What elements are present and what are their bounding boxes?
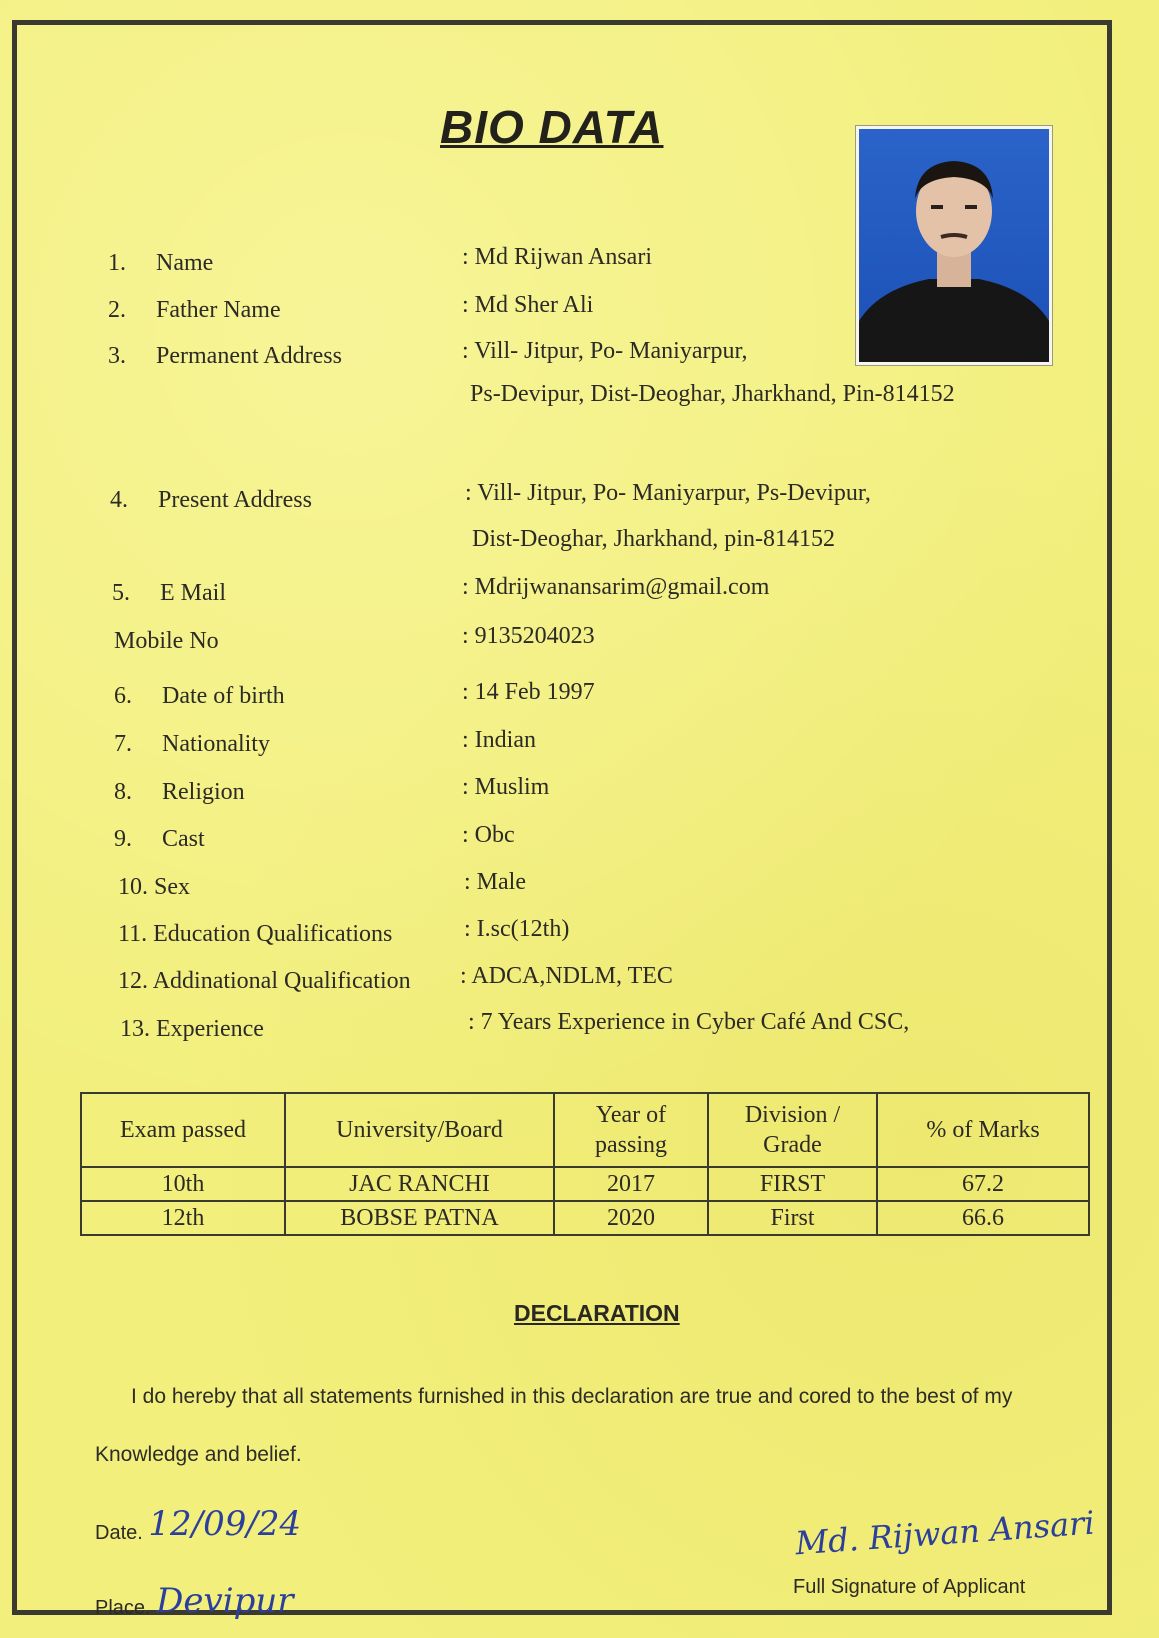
- table-cell: 12th: [81, 1201, 285, 1235]
- field-dob-label: 6. Date of birth: [114, 683, 285, 709]
- column-header: Division / Grade: [708, 1093, 877, 1167]
- place-label: Place.: [95, 1597, 151, 1619]
- signature-caption: Full Signature of Applicant: [793, 1576, 1026, 1598]
- field-education-value: : I.sc(12th): [464, 916, 570, 942]
- declaration-text: I do hereby that all statements furnished in this declaration are true and cored to the best of my Knowledge and belief.: [95, 1385, 1013, 1466]
- field-name-label: 1. Name: [108, 250, 214, 276]
- education-table-header: [81, 1093, 1089, 1167]
- field-mobile-value: : 9135204023: [462, 623, 595, 649]
- field-permanent-address-value: : Vill- Jitpur, Po- Maniyarpur,: [462, 338, 748, 364]
- table-cell: First: [708, 1201, 877, 1235]
- applicant-signature: Md. Rijwan Ansari: [794, 1503, 1096, 1563]
- field-religion-value: : Muslim: [462, 774, 550, 800]
- table-cell: 67.2: [877, 1167, 1089, 1201]
- applicant-photo: [856, 126, 1052, 365]
- field-father-name-label: 2. Father Name: [108, 297, 281, 323]
- education-table: [80, 1092, 1090, 1236]
- field-additional-qualification-label: 12. Addinational Qualification: [118, 968, 411, 994]
- field-religion-label: 8. Religion: [114, 779, 245, 805]
- field-nationality-label: 7. Nationality: [114, 731, 270, 757]
- column-header: University/Board: [285, 1093, 554, 1167]
- table-cell: 2017: [554, 1167, 708, 1201]
- field-experience-value: : 7 Years Experience in Cyber Café And CSC,: [468, 1009, 910, 1035]
- field-present-address-label: 4. Present Address: [110, 487, 312, 513]
- field-permanent-address-label: 3. Permanent Address: [108, 343, 342, 369]
- declaration-title: DECLARATION: [514, 1300, 680, 1326]
- field-email-value: : Mdrijwanansarim@gmail.com: [462, 574, 770, 600]
- place-line: [95, 1583, 294, 1623]
- field-education-label: 11. Education Qualifications: [118, 921, 393, 947]
- date-line: [95, 1504, 302, 1548]
- field-nationality-value: : Indian: [462, 727, 536, 753]
- column-header: % of Marks: [877, 1093, 1089, 1167]
- field-additional-qualification-value: : ADCA,NDLM, TEC: [460, 963, 673, 989]
- column-header: Exam passed: [81, 1093, 285, 1167]
- field-father-name-value: : Md Sher Ali: [462, 292, 594, 318]
- table-cell: JAC RANCHI: [285, 1167, 554, 1201]
- field-permanent-address-value-line2: Ps-Devipur, Dist-Deoghar, Jharkhand, Pin-814152: [470, 381, 955, 407]
- column-header: Year of passing: [554, 1093, 708, 1167]
- field-present-address-value: : Vill- Jitpur, Po- Maniyarpur, Ps-Devipur,: [465, 480, 871, 506]
- field-present-address-value-line2: Dist-Deoghar, Jharkhand, pin-814152: [472, 526, 835, 552]
- field-sex-value: : Male: [464, 869, 526, 895]
- field-mobile-label: Mobile No: [114, 628, 219, 654]
- table-cell: FIRST: [708, 1167, 877, 1201]
- table-cell: 66.6: [877, 1201, 1089, 1235]
- field-experience-label: 13. Experience: [120, 1016, 264, 1042]
- table-row: [81, 1201, 1089, 1235]
- field-sex-label: 10. Sex: [118, 874, 190, 900]
- table-cell: 10th: [81, 1167, 285, 1201]
- field-name-value: : Md Rijwan Ansari: [462, 244, 652, 270]
- date-value: 12/09/24: [148, 1504, 302, 1544]
- date-label: Date.: [95, 1522, 143, 1544]
- table-cell: BOBSE PATNA: [285, 1201, 554, 1235]
- page-title: BIO DATA: [440, 101, 664, 153]
- field-dob-value: : 14 Feb 1997: [462, 679, 595, 705]
- field-email-label: 5. E Mail: [112, 580, 226, 606]
- table-cell: 2020: [554, 1201, 708, 1235]
- table-row: [81, 1167, 1089, 1201]
- field-cast-value: : Obc: [462, 822, 515, 848]
- place-value: Devipur: [156, 1581, 294, 1621]
- field-cast-label: 9. Cast: [114, 826, 205, 852]
